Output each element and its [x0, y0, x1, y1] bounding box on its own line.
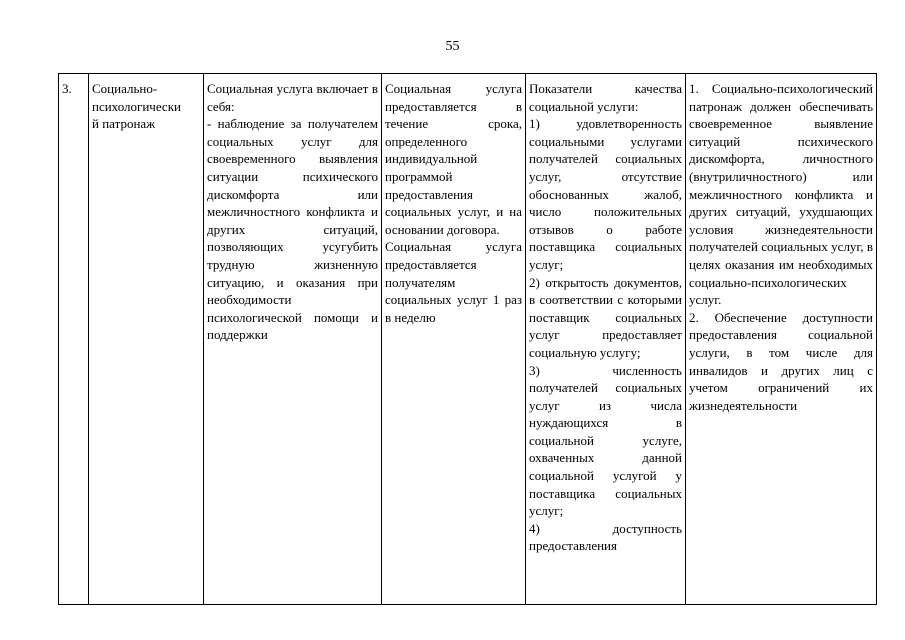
service-conditions: 1. Социально-психологический патронаж должен обеспечивать своевременное выявление ситуаций психического дискомфорта, личностного (внутриличностного) или межличностного конфликта и других ситуаций, ухудшающих условия жизнедеятельности получателей социальных услуг, в целях оказания им необходимых социально-психологических услуг. 2. Обеспечение доступности предоставления социальной услуги, в том числе для инвалидов и других лиц с учетом ограничений их жизнедеятельности — [689, 81, 873, 413]
table-cell — [204, 74, 382, 605]
table-cell — [59, 74, 89, 605]
table-cell — [686, 74, 877, 605]
table-row — [59, 74, 877, 605]
table-cell — [89, 74, 204, 605]
services-table — [58, 73, 877, 605]
table-cell — [382, 74, 526, 605]
service-terms: Социальная услуга предоставляется в течение срока, определенного индивидуальной программой предоставления социальных услуг, и на основании договора. Социальная услуга предоставляется получателям социальных услуг 1 раз в неделю — [385, 81, 522, 325]
table-cell — [526, 74, 686, 605]
quality-indicators: Показатели качества социальной услуги: 1) удовлетворенность социальными услугами получателей социальных услуг, отсутствие обоснованных жалоб, число положительных отзывов о работе поставщика социальных услуг; 2) открытость документов, в соответствии с которыми поставщик социальных услуг предоставляет социальную услугу; 3) численность получателей социальных услуг из числа нуждающихся в социальной услуге, охваченных данной социальной услугой у поставщика социальных услуг; 4) доступность предоставления — [529, 81, 682, 554]
page-number: 55 — [445, 39, 460, 54]
service-description: Социальная услуга включает в себя: - наблюдение за получателем социальных услуг для своевременного выявления ситуации психического дискомфорта или межличностного конфликта и других ситуаций, позволяющих усугубить трудную жизненную ситуацию, и оказания при необходимости психологической помощи и поддержки — [207, 81, 378, 343]
row-number: 3. — [62, 81, 72, 96]
service-name: Социально- психологически й патронаж — [92, 81, 181, 132]
